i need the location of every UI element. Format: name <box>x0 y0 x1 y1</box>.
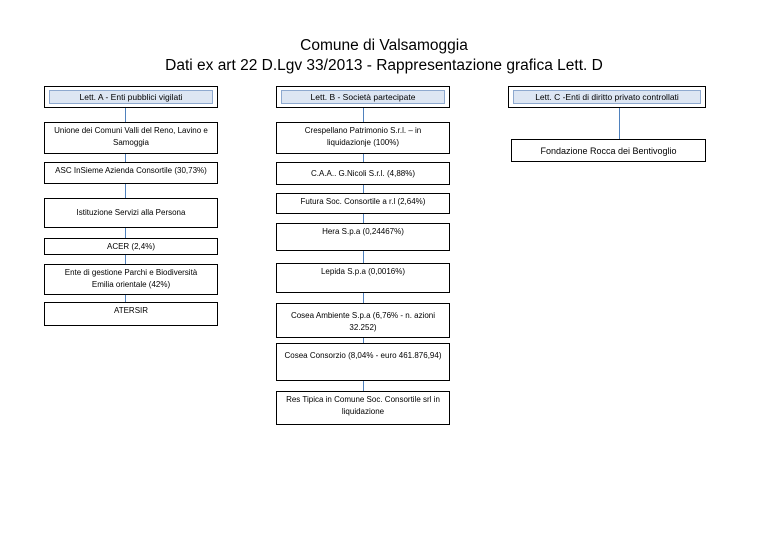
node-text: Hera S.p.a (0,24467%) <box>322 227 404 236</box>
node-cosea-consorzio <box>276 343 450 381</box>
column-b-header-label: Lett. B - Società partecipate <box>281 90 445 104</box>
node-text: Ente di gestione Parchi e Biodiversità <box>64 268 198 277</box>
column-c-header-label: Lett. C -Enti di diritto privato controllati <box>513 90 701 104</box>
node-text: ATERSIR <box>113 306 149 315</box>
connector-line <box>125 154 126 162</box>
node-text: Crespellano Patrimonio S.r.l. – in <box>304 126 422 135</box>
node-cosea-ambiente <box>276 303 450 338</box>
column-a-header <box>44 86 218 108</box>
connector-line <box>619 108 620 139</box>
page-subtitle: Dati ex art 22 D.Lgv 33/2013 - Rappresentazione grafica Lett. D <box>165 57 603 74</box>
column-c-header <box>508 86 706 108</box>
connector-line <box>125 295 126 302</box>
node-lepida <box>276 263 450 293</box>
connector-line <box>363 214 364 223</box>
node-text: Cosea Consorzio (8,04% - euro 461.876,94) <box>284 351 442 360</box>
node-text: Lepida S.p.a (0,0016%) <box>320 267 406 276</box>
column-a-header-label: Lett. A - Enti pubblici vigilati <box>49 90 213 104</box>
node-text: Istituzione Servizi alla Persona <box>76 208 186 217</box>
node-futura <box>276 193 450 214</box>
node-text: Samoggia <box>112 138 150 147</box>
node-text: Unione dei Comuni Valli del Reno, Lavino e <box>54 126 208 135</box>
column-b-header <box>276 86 450 108</box>
node-text: liquidazionje (100%) <box>326 138 400 147</box>
node-text: ACER (2,4%) <box>106 241 155 251</box>
node-atersir <box>44 302 218 326</box>
connector-line <box>363 154 364 162</box>
node-text: ASC InSieme Azienda Consortile (30,73%) <box>55 166 207 175</box>
node-text: liquidazione <box>341 407 385 416</box>
connector-line <box>363 251 364 263</box>
node-text: Cosea Ambiente S.p.a (6,76% - n. azioni <box>290 311 436 320</box>
connector-line <box>125 228 126 238</box>
node-fondazione-rocca <box>511 139 706 162</box>
node-text: Fondazione Rocca dei Bentivoglio <box>540 145 677 156</box>
connector-line <box>363 381 364 391</box>
node-asc-insieme <box>44 162 218 184</box>
node-res-tipica <box>276 391 450 425</box>
node-acer <box>44 238 218 255</box>
node-text: Emilia orientale (42%) <box>91 280 171 289</box>
connector-line <box>363 185 364 193</box>
connector-line <box>363 293 364 303</box>
page-title: Comune di Valsamoggia <box>300 37 468 54</box>
connector-line <box>125 108 126 122</box>
node-ente-parchi <box>44 264 218 295</box>
connector-line <box>125 184 126 198</box>
node-text: 32.252) <box>349 323 377 332</box>
connector-line <box>125 255 126 264</box>
node-hera <box>276 223 450 251</box>
node-text: C.A.A.. G.Nicoli S.r.l. (4,88%) <box>310 168 416 178</box>
node-istituzione-servizi <box>44 198 218 228</box>
connector-line <box>363 108 364 122</box>
node-unione-comuni <box>44 122 218 154</box>
node-caa-nicoli <box>276 162 450 185</box>
node-text: Futura Soc. Consortile a r.l (2,64%) <box>300 197 426 206</box>
node-crespellano-patrimonio <box>276 122 450 154</box>
node-text: Res Tipica in Comune Soc. Consortile srl in <box>286 395 440 404</box>
